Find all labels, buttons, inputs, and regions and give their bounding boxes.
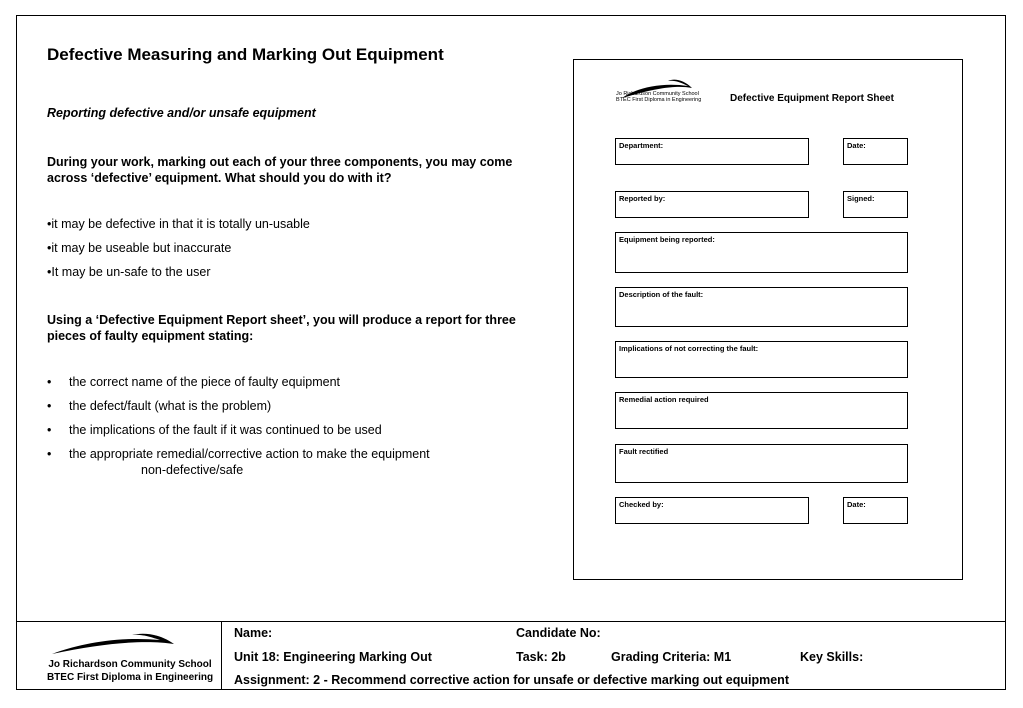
points-list <box>47 374 527 478</box>
list-item: • the appropriate remedial/corrective action to make the equipment non-defective/safe <box>47 446 527 478</box>
key-skills-label: Key Skills: <box>800 650 864 664</box>
bullet: • <box>47 375 52 389</box>
name-label: Name: <box>234 626 273 640</box>
sheet-title: Defective Equipment Report Sheet <box>730 93 894 104</box>
list-item: • the implications of the fault if it was continued to be used <box>47 423 382 437</box>
report-sheet <box>573 59 963 580</box>
sheet-school-name: Jo Richardson Community School BTEC First Diploma in Engineering <box>616 91 702 103</box>
date-field[interactable]: Date: <box>843 138 908 165</box>
fault-rectified-field[interactable]: Fault rectified <box>615 444 908 483</box>
instruction-text: Using a ‘Defective Equipment Report sheet’, you will produce a report for three pieces of faulty equipment stating: <box>47 313 516 343</box>
unit-label: Unit 18: Engineering Marking Out <box>234 650 432 664</box>
reasons-list <box>47 216 310 288</box>
bird-logo-icon <box>48 632 188 658</box>
bullet: • <box>47 399 52 413</box>
list-item: •it may be defective in that it is totally un-usable <box>47 217 310 231</box>
points-continuation: non-defective/safe <box>141 463 244 477</box>
task-label: Task: 2b <box>516 650 566 664</box>
list-item: • the correct name of the piece of faulty equipment <box>47 375 340 389</box>
remedial-field[interactable]: Remedial action required <box>615 392 908 429</box>
intro-question: During your work, marking out each of your three components, you may come across ‘defective’ equipment. What should you do with it? <box>47 155 513 185</box>
implications-field[interactable]: Implications of not correcting the fault: <box>615 341 908 378</box>
footer-school-name: Jo Richardson Community School BTEC First Diploma in Engineering <box>46 659 214 683</box>
list-item: •it may be useable but inaccurate <box>47 241 232 255</box>
bullet: • <box>47 447 52 461</box>
list-item: •It may be un-safe to the user <box>47 265 211 279</box>
footer-divider <box>16 621 1006 622</box>
date-field-2[interactable]: Date: <box>843 497 908 524</box>
department-field[interactable]: Department: <box>615 138 809 165</box>
checked-by-field[interactable]: Checked by: <box>615 497 809 524</box>
bullet: • <box>47 423 52 437</box>
candidate-label: Candidate No: <box>516 626 601 640</box>
reported-by-field[interactable]: Reported by: <box>615 191 809 218</box>
equipment-field[interactable]: Equipment being reported: <box>615 232 908 273</box>
page-title: Defective Measuring and Marking Out Equipment <box>47 45 444 64</box>
grading-label: Grading Criteria: M1 <box>611 650 732 664</box>
page-subtitle: Reporting defective and/or unsafe equipment <box>47 106 316 120</box>
assignment-label: Assignment: 2 - Recommend corrective action for unsafe or defective marking out equipment <box>234 673 789 687</box>
description-field[interactable]: Description of the fault: <box>615 287 908 327</box>
signed-field[interactable]: Signed: <box>843 191 908 218</box>
list-item: • the defect/fault (what is the problem) <box>47 399 272 413</box>
footer-vertical-divider <box>221 621 222 690</box>
